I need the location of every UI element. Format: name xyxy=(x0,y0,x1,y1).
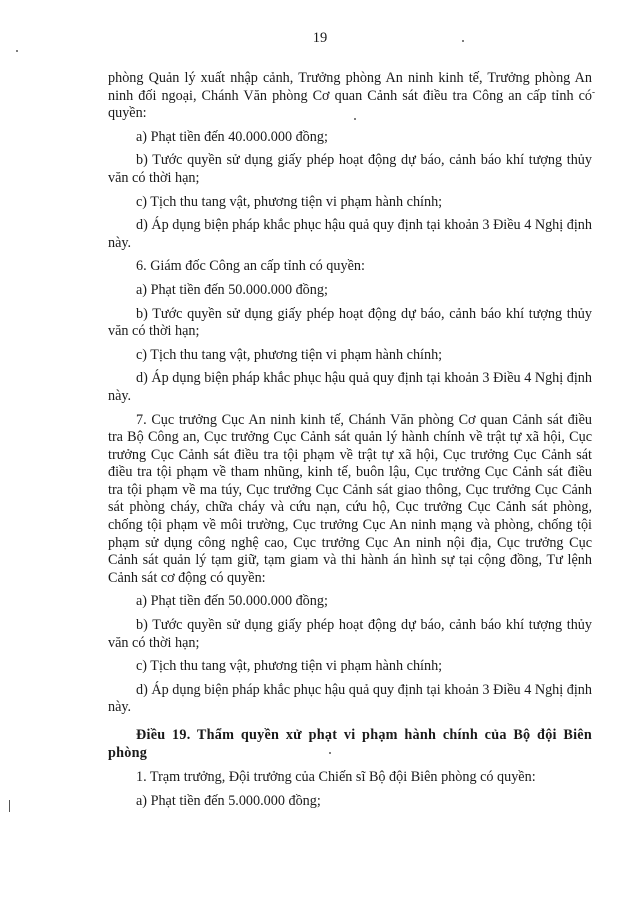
item-1: 1. Trạm trưởng, Đội trưởng của Chiến sĩ Bộ đội Biên phòng có quyền: xyxy=(136,769,536,786)
scan-speck xyxy=(592,92,595,93)
article-19-heading: Điều 19. Thẩm quyền xử phạt vi phạm hành chính của Bộ đội Biên phòng xyxy=(108,727,592,761)
clause-b: b) Tước quyền sử dụng giấy phép hoạt động dự báo, cảnh báo khí tượng thủy văn có thời hạn; xyxy=(108,152,592,186)
clause-c: c) Tịch thu tang vật, phương tiện vi phạm hành chính; xyxy=(136,658,443,675)
clause-a: a) Phạt tiền đến 5.000.000 đồng; xyxy=(136,792,321,809)
clause-a: a) Phạt tiền đến 50.000.000 đồng; xyxy=(136,281,328,298)
clause-d: d) Áp dụng biện pháp khắc phục hậu quả quy định tại khoản 3 Điều 4 Nghị định này. xyxy=(108,370,592,404)
clause-a: a) Phạt tiền đến 40.000.000 đồng; xyxy=(136,128,328,145)
scan-speck xyxy=(462,40,464,42)
page-number: 19 xyxy=(312,30,328,46)
clause-b: b) Tước quyền sử dụng giấy phép hoạt động dự báo, cảnh báo khí tượng thủy văn có thời hạn; xyxy=(108,305,592,340)
scan-speck xyxy=(329,752,331,754)
scan-speck xyxy=(16,50,18,52)
clause-a: a) Phạt tiền đến 50.000.000 đồng; xyxy=(136,593,328,610)
clause-d: d) Áp dụng biện pháp khắc phục hậu quả quy định tại khoản 3 Điều 4 Nghị định này. xyxy=(108,217,592,251)
clause-c: c) Tịch thu tang vật, phương tiện vi phạm hành chính; xyxy=(136,193,443,210)
paragraph-continuation: phòng Quản lý xuất nhập cảnh, Trưởng phòng An ninh kinh tế, Trưởng phòng An ninh đối ngoại, Chánh Văn phòng Cơ quan Cảnh sát điều tra Công an cấp tỉnh có quyền: xyxy=(108,70,592,122)
clause-d: d) Áp dụng biện pháp khắc phục hậu quả quy định tại khoản 3 Điều 4 Nghị định này. xyxy=(108,681,592,716)
item-7: 7. Cục trưởng Cục An ninh kinh tế, Chánh Văn phòng Cơ quan Cảnh sát điều tra Bộ Công an, Cục trưởng Cục Cảnh sát quản lý hành chính về trật tự xã hội, Cục trưởng Cục Cảnh sát điều tra tội phạm về trật tự xã hội, Cục trưởng Cục Cảnh sát điều tra tội phạm về tham nhũng, kinh tế, buôn lậu, Cục trưởng Cục Cảnh sát điều tra tội phạm về ma túy, Cục trưởng Cục Cảnh sát giao thông, Cục trưởng Cục Cảnh sát phòng cháy, chữa cháy và cứu nạn, cứu hộ, Cục trưởng Cục Cảnh sát phòng, chống tội phạm về môi trường, Cục trưởng Cục An ninh mạng và phòng, chống tội phạm sử dụng công nghệ cao, Cục trưởng Cục An ninh nội địa, Cục trưởng Cục Cảnh sát quản lý tạm giữ, tạm giam và thi hành án hình sự tại cộng đồng, Tư lệnh Cảnh sát cơ động có quyền: xyxy=(108,411,592,586)
clause-c: c) Tịch thu tang vật, phương tiện vi phạm hành chính; xyxy=(136,346,443,363)
scan-speck xyxy=(354,118,356,120)
clause-b: b) Tước quyền sử dụng giấy phép hoạt động dự báo, cảnh báo khí tượng thủy văn có thời hạn; xyxy=(108,617,592,651)
item-6: 6. Giám đốc Công an cấp tỉnh có quyền: xyxy=(136,258,365,275)
document-body xyxy=(108,70,592,816)
scan-speck xyxy=(9,800,10,812)
